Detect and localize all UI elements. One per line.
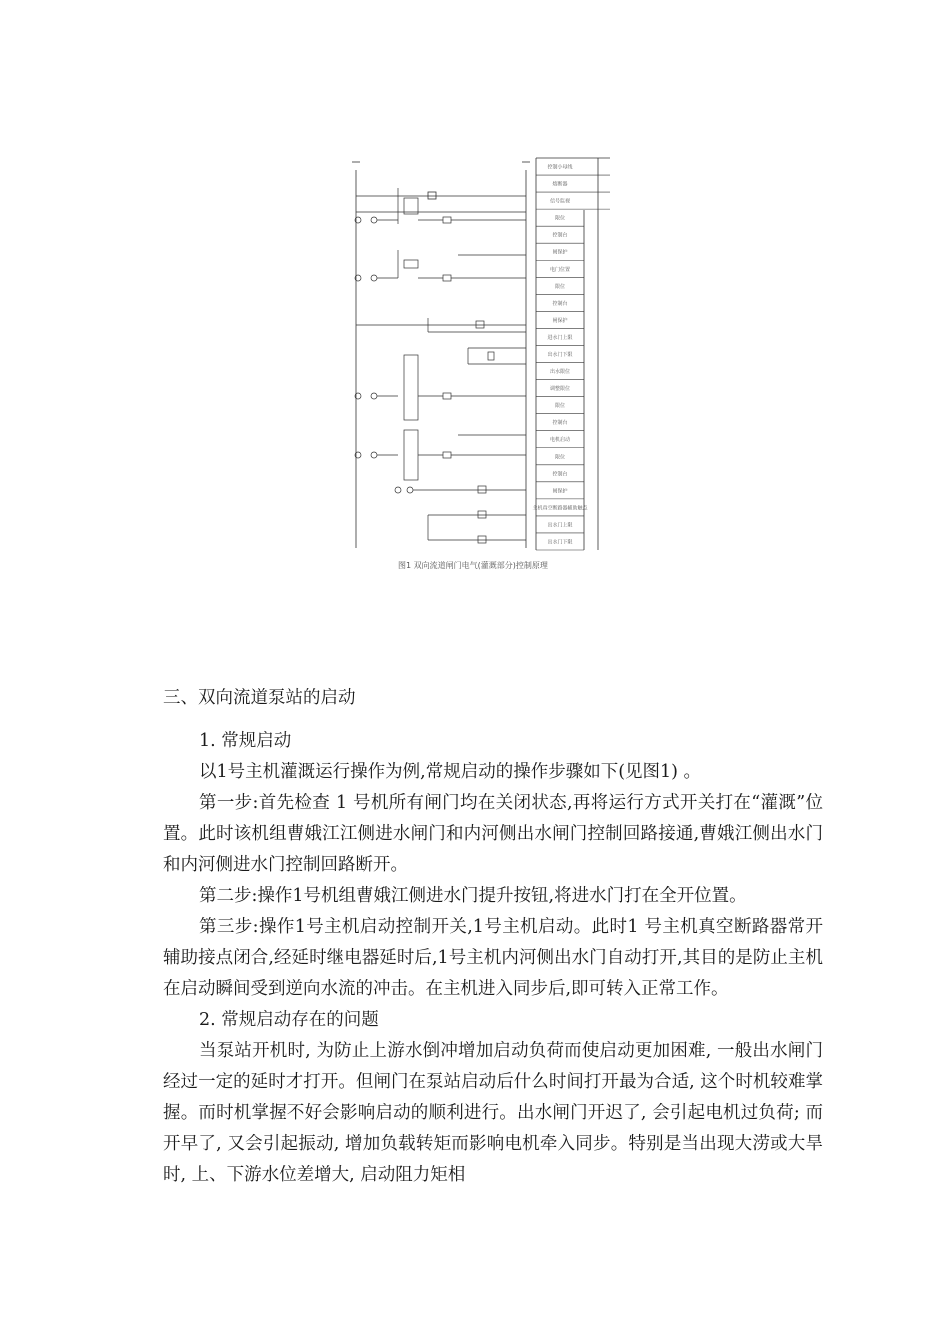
table-label: 限位 xyxy=(554,403,566,410)
table-label: 出水门上限 xyxy=(547,522,573,529)
paragraph: 第三步:操作1号主机启动控制开关,1号主机启动。此时1 号主机真空断路器常开辅助接点闭合,经延时继电器延时后,1号主机内河侧出水门自动打开,其目的是防止主机在启动瞬间受到逆向水流的冲击。在主机进入同步后,即可转入正常工作。 xyxy=(163,917,823,999)
table-label: 信号监视 xyxy=(549,198,571,205)
figure-caption: 图1 双向流道闸门电气(灌溉部分)控制原理 xyxy=(398,561,548,570)
table-label: 出水限位 xyxy=(549,369,571,376)
table-label: 调整限位 xyxy=(549,386,571,393)
section-heading: 三、双向流道泵站的启动 xyxy=(163,688,356,708)
table-label: 控制小母线 xyxy=(547,164,573,171)
table-label: 出水门下限 xyxy=(547,539,573,546)
table-label: 电门位置 xyxy=(549,266,571,273)
table-label: 电机启动 xyxy=(549,437,571,444)
table-label: 限位 xyxy=(554,215,566,222)
table-label: 控制台 xyxy=(552,232,568,239)
table-label: 出水门下限 xyxy=(547,352,573,358)
table-label: 控制台 xyxy=(552,300,568,307)
paragraph: 以1号主机灌溉运行操作为例,常规启动的操作步骤如下(见图1) 。 xyxy=(199,762,702,782)
table-label: 限位 xyxy=(554,454,566,461)
table-label: 控制台 xyxy=(552,420,568,427)
control-circuit-diagram xyxy=(348,150,610,570)
paragraph: 1. 常规启动 xyxy=(199,731,292,751)
table-label: 闸保护 xyxy=(552,249,568,256)
paragraph: 第二步:操作1号机组曹娥江侧进水门提升按钮,将进水门打在全开位置。 xyxy=(199,886,747,906)
body-text xyxy=(163,726,823,1191)
table-label: 控制台 xyxy=(552,471,568,478)
paragraph: 2. 常规启动存在的问题 xyxy=(199,1010,379,1030)
table-label: 主机真空断路器辅助触点 xyxy=(532,505,588,512)
table-label: 闸保护 xyxy=(552,488,568,495)
table-label: 闸保护 xyxy=(552,317,568,324)
circuit-schematic xyxy=(348,150,610,560)
table-label: 进水门上限 xyxy=(547,334,573,341)
table-label: 熔断器 xyxy=(552,181,568,188)
paragraph: 第一步:首先检查 1 号机所有闸门均在关闭状态,再将运行方式开关打在“灌溉”位置。此时该机组曹娥江江侧进水闸门和内河侧出水闸门控制回路接通,曹娥江侧出水门和内河侧进水门控制回路断开。 xyxy=(163,793,823,875)
table-label: 限位 xyxy=(554,283,566,290)
paragraph: 当泵站开机时, 为防止上游水倒冲增加启动负荷而使启动更加困难, 一般出水闸门经过一定的延时才打开。但闸门在泵站启动后什么时间打开最为合适, 这个时机较难掌握。而时机掌握不好会影响启动的顺利进行。出水闸门开迟了, 会引起电机过负荷; 而开早了, 又会引起振动, 增加负载转矩而影响电机牵入同步。特别是当出现大涝或大旱时, 上、下游水位差增大, 启动阻力矩相 xyxy=(163,1041,823,1185)
